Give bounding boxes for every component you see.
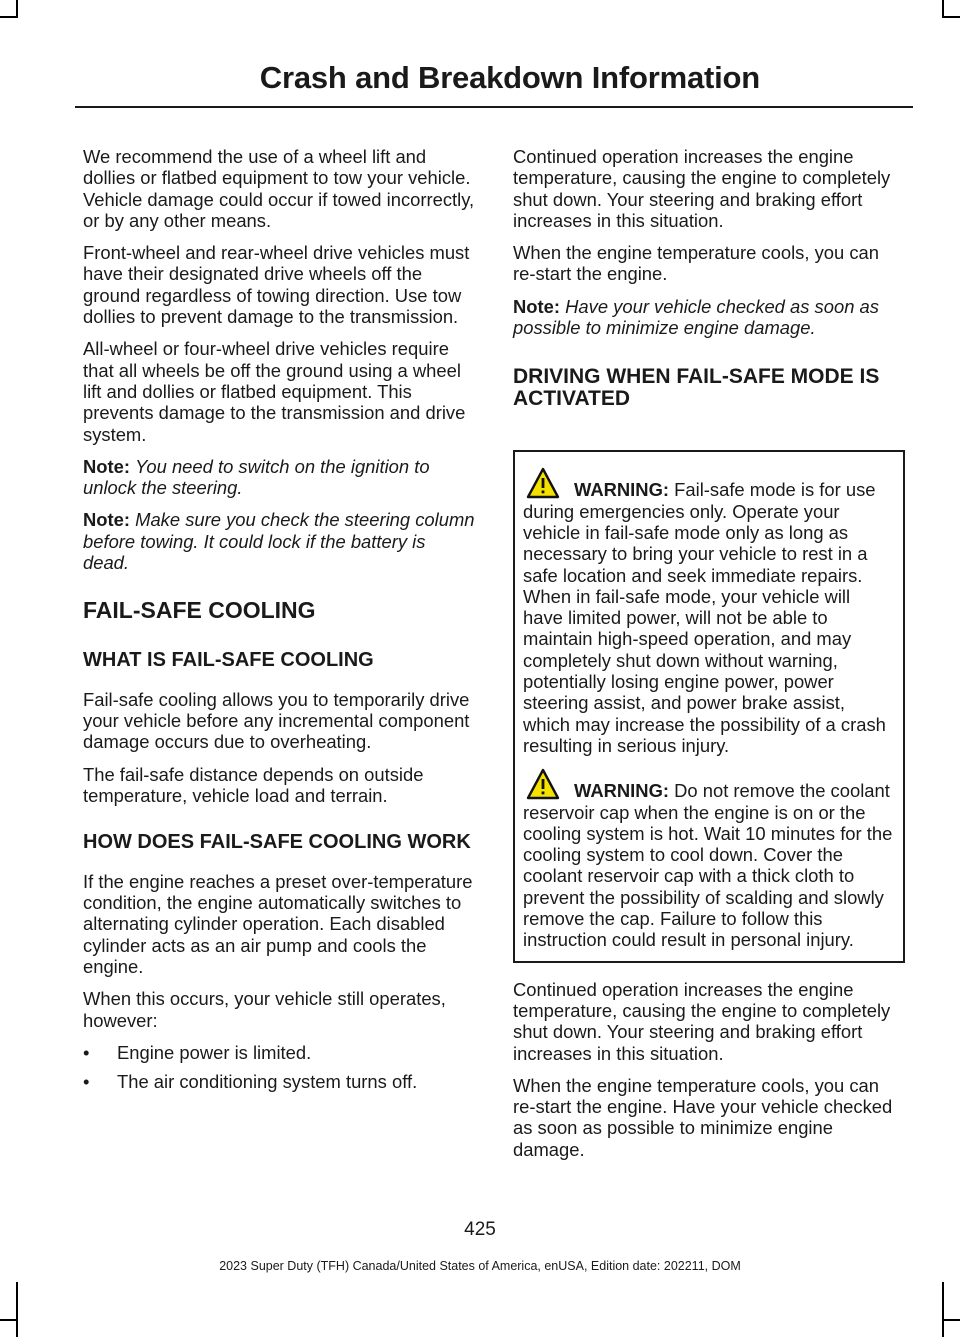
note <box>513 296 905 339</box>
paragraph: Front-wheel and rear-wheel drive vehicles must have their designated drive wheels off the ground regardless of towing direction. Use tow dollies to prevent damage to the transmission. <box>83 242 470 328</box>
right-column <box>513 146 905 1171</box>
paragraph: Fail-safe cooling allows you to temporarily drive your vehicle before any incremental component damage occurs due to overheating. <box>83 688 470 753</box>
page-title: Crash and Breakdown Information <box>259 60 760 95</box>
warning-text: Do not remove the coolant reservoir cap when the engine is on or the cooling system is hot. Wait 10 minutes for the cooling system to cool down. Cover the coolant reservoir cap with a thick cloth to prevent the possibility of scalding and slowly remove the cap. Failure to follow this instruction could result in personal injury. <box>523 780 893 951</box>
paragraph: When the engine temperature cools, you can re-start the engine. Have your vehicle checked as soon as possible to minimize engine damage. <box>513 1074 893 1160</box>
bullet-mark: • <box>83 1041 90 1063</box>
crop-mark <box>0 16 18 18</box>
warning-label: WARNING: <box>574 780 670 802</box>
warning-label: WARNING: <box>574 479 670 501</box>
paragraph: All-wheel or four-wheel drive vehicles require that all wheels be off the ground using a wheel lift and dollies or flatbed equipment. This prevents damage to the transmission and drive system. <box>83 338 466 445</box>
note-label: Note: <box>83 455 130 477</box>
header-divider <box>75 106 913 108</box>
warning-triangle-icon <box>526 768 572 801</box>
edition-footer: 2023 Super Duty (TFH) Canada/United States of America, enUSA, Edition date: 202211, DOM <box>219 1259 741 1273</box>
paragraph: The fail-safe distance depends on outside temperature, vehicle load and terrain. <box>83 763 424 807</box>
list-item-text: Engine power is limited. <box>117 1041 312 1063</box>
warning-paragraph <box>523 467 895 756</box>
paragraph: We recommend the use of a wheel lift and dollies or flatbed equipment to tow your vehicle. Vehicle damage could occur if towed incorrectly, or by any other means. <box>83 146 475 231</box>
warning-paragraph <box>523 768 895 950</box>
note-label: Note: <box>83 509 130 531</box>
note-label: Note: <box>513 295 560 317</box>
section-heading: DRIVING WHEN FAIL-SAFE MODE IS ACTIVATED <box>513 365 880 411</box>
note-text: You need to switch on the ignition to unlock the steering. <box>83 455 430 499</box>
bullet-mark: • <box>83 1071 90 1093</box>
list-item <box>83 1071 475 1092</box>
crop-mark <box>942 1282 944 1337</box>
warning-box <box>513 450 905 962</box>
crop-mark <box>0 1319 18 1321</box>
note-text: Have your vehicle checked as soon as possible to minimize engine damage. <box>513 295 879 339</box>
list-item <box>83 1042 475 1063</box>
left-column <box>83 146 475 1101</box>
page-number: 425 <box>464 1219 496 1240</box>
warning-triangle-icon <box>526 467 572 500</box>
section-heading: FAIL-SAFE COOLING <box>83 597 316 624</box>
bullet-list <box>83 1042 475 1093</box>
paragraph: Continued operation increases the engine temperature, causing the engine to completely shut down. Your steering and braking effort increases in this situation. <box>513 978 891 1064</box>
note-text: Make sure you check the steering column before towing. It could lock if the battery is dead. <box>83 509 475 574</box>
paragraph: When this occurs, your vehicle still operates, however: <box>83 988 446 1031</box>
list-item-text: The air conditioning system turns off. <box>117 1071 418 1093</box>
note <box>83 456 475 499</box>
paragraph: When the engine temperature cools, you can re-start the engine. <box>513 242 879 285</box>
paragraph: If the engine reaches a preset over-temperature condition, the engine automatically switches to alternating cylinder operation. Each disabled cylinder acts as an air pump and cools the engine. <box>83 870 473 978</box>
subsection-heading: WHAT IS FAIL-SAFE COOLING <box>83 649 374 672</box>
crop-mark <box>16 1282 18 1337</box>
warning-text: Fail-safe mode is for use during emergencies only. Operate your vehicle in fail-safe mode only as long as necessary to bring your vehicle to rest in a safe location and seek immediate repairs. When in fail-safe mode, your vehicle will have limited power, will not be able to maintain high-speed operation, and may completely shut down without warning, potentially losing engine power, power steering assist, and power brake assist, which may increase the possibility of a crash resulting in serious injury. <box>523 479 886 756</box>
crop-mark <box>942 16 960 18</box>
subsection-heading: HOW DOES FAIL-SAFE COOLING WORK <box>83 831 471 854</box>
paragraph: Continued operation increases the engine temperature, causing the engine to completely shut down. Your steering and braking effort increases in this situation. <box>513 146 891 231</box>
crop-mark <box>942 1319 960 1321</box>
note <box>83 509 475 573</box>
